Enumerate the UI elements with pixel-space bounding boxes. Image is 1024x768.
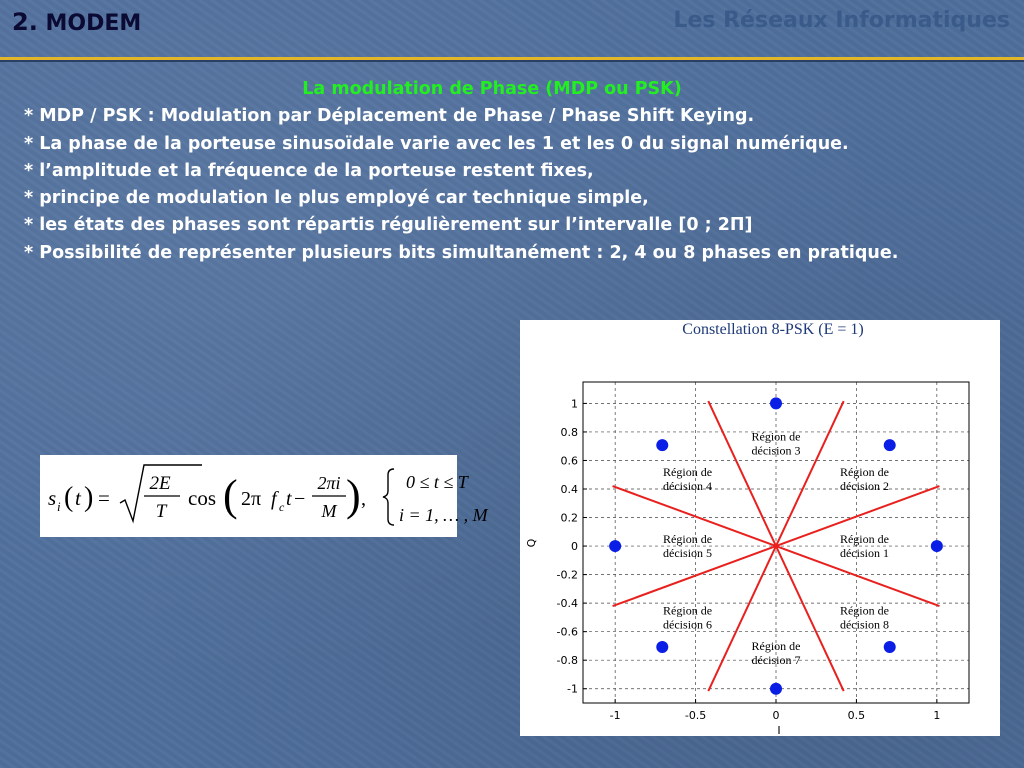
y-tick-label-5: 0	[571, 540, 578, 554]
bullet-psk-definition: * MDP / PSK : Modulation par Déplacement de Phase / Phase Shift Keying.	[24, 106, 755, 127]
constellation-point-4	[656, 439, 668, 451]
region-label-line2: décision 1	[839, 546, 889, 561]
region-label-8	[840, 603, 889, 631]
x-tick-label-0: -1	[609, 709, 621, 722]
x-tick-label-4: 1	[933, 709, 941, 722]
region-label-line2: décision 8	[839, 617, 889, 632]
region-label-line2: décision 4	[663, 479, 713, 494]
region-label-line1: Région de	[751, 639, 801, 654]
region-label-1	[840, 532, 889, 560]
formula-comma: ,	[361, 488, 366, 510]
x-axis-label: I	[777, 724, 781, 737]
y-axis-label: Q	[525, 538, 538, 548]
region-label-line2: décision 3	[751, 443, 801, 458]
formula-t2: t	[286, 488, 292, 510]
constellation-point-7	[770, 683, 782, 695]
bullet-phase-varies: * La phase de la porteuse sinusoïdale varie avec les 1 et les 0 du signal numérique.	[24, 133, 849, 154]
region-label-5	[663, 532, 712, 560]
region-label-line2: décision 6	[663, 617, 713, 632]
y-tick-label-6: -0.2	[556, 568, 578, 582]
y-tick-label-7: -0.4	[556, 597, 578, 611]
region-label-line1: Région de	[839, 465, 889, 480]
section-label: MODEM	[45, 11, 142, 36]
formula-big-paren-close: )	[346, 471, 361, 520]
region-label-line1: Région de	[839, 532, 889, 547]
y-tick-label-0: 1	[571, 397, 578, 411]
region-label-line1: Région de	[839, 603, 889, 618]
region-label-7	[752, 639, 801, 667]
formula-t: t	[75, 486, 81, 510]
formula-condition-i: i = 1, … , M	[399, 505, 488, 525]
y-tick-label-10: -1	[567, 682, 578, 696]
region-label-3	[752, 429, 801, 457]
y-tick-label-9: -0.8	[556, 654, 578, 668]
x-tick-label-1: -0.5	[684, 709, 707, 722]
region-label-line2: décision 2	[839, 479, 889, 494]
formula-paren-open: (	[64, 482, 74, 513]
formula-frac-num: 2πi	[317, 473, 341, 493]
constellation-point-8	[884, 641, 896, 653]
formula-equals: =	[98, 486, 110, 510]
y-tick-label-2: 0.6	[560, 454, 578, 468]
region-label-line1: Région de	[751, 429, 801, 444]
formula-condition-t: 0 ≤ t ≤ T	[406, 472, 468, 492]
bullet-most-used: * principe de modulation le plus employé car technique simple,	[24, 188, 649, 209]
slide-subtitle: La modulation de Phase (MDP ou PSK)	[302, 79, 682, 99]
bullet-multiple-bits: * Possibilité de représenter plusieurs bits simultanément : 2, 4 ou 8 phases en pratique.	[24, 242, 899, 263]
formula-sub-i: i	[57, 499, 61, 514]
constellation-point-1	[931, 540, 943, 552]
constellation-point-3	[770, 397, 782, 409]
constellation-figure	[520, 320, 1000, 736]
slide-body	[24, 76, 960, 267]
formula-frac-den: M	[321, 501, 337, 521]
constellation-point-5	[609, 540, 621, 552]
region-label-line2: décision 7	[751, 653, 801, 668]
x-tick-label-3: 0.5	[847, 709, 866, 722]
region-label-line1: Région de	[663, 532, 713, 547]
formula-sub-c: c	[279, 500, 285, 514]
region-label-4	[663, 465, 712, 493]
constellation-plot	[520, 320, 1000, 736]
header-rule-dark	[0, 60, 1024, 62]
y-tick-label-3: 0.4	[560, 483, 578, 496]
formula-brace	[383, 469, 394, 525]
bullet-amplitude-fixed: * l’amplitude et la fréquence de la porteuse restent fixes,	[24, 160, 594, 181]
formula-big-paren-open: (	[223, 471, 238, 520]
region-label-line1: Région de	[663, 465, 713, 480]
section-heading	[12, 8, 141, 36]
region-label-line1: Région de	[663, 603, 713, 618]
constellation-point-2	[884, 439, 896, 451]
course-title: Les Réseaux Informatiques	[673, 8, 1010, 33]
formula-s: s	[48, 486, 57, 510]
formula-f: f	[271, 488, 277, 510]
formula-minus: −	[294, 488, 306, 510]
bullet-phase-states: * les états des phases sont répartis régulièrement sur l’intervalle [0 ; 2Π]	[24, 215, 753, 236]
psk-formula	[40, 455, 488, 537]
formula-sqrt-den: T	[155, 501, 167, 522]
y-tick-label-1: 0.8	[560, 425, 578, 439]
region-label-6	[663, 603, 712, 631]
chart-title: Constellation 8-PSK (E = 1)	[682, 321, 864, 338]
section-number: 2.	[12, 8, 38, 36]
y-tick-label-4: 0.2	[560, 511, 578, 525]
formula-sqrt-num: 2E	[149, 473, 171, 494]
region-label-line2: décision 5	[663, 546, 713, 561]
formula-two-pi: 2π	[241, 488, 262, 510]
formula-cos: cos	[188, 486, 216, 510]
x-tick-label-2: 0	[772, 709, 780, 722]
constellation-point-6	[656, 641, 668, 653]
y-tick-label-8: -0.6	[556, 625, 578, 639]
formula-paren-close: )	[84, 482, 94, 513]
region-label-2	[840, 465, 889, 493]
